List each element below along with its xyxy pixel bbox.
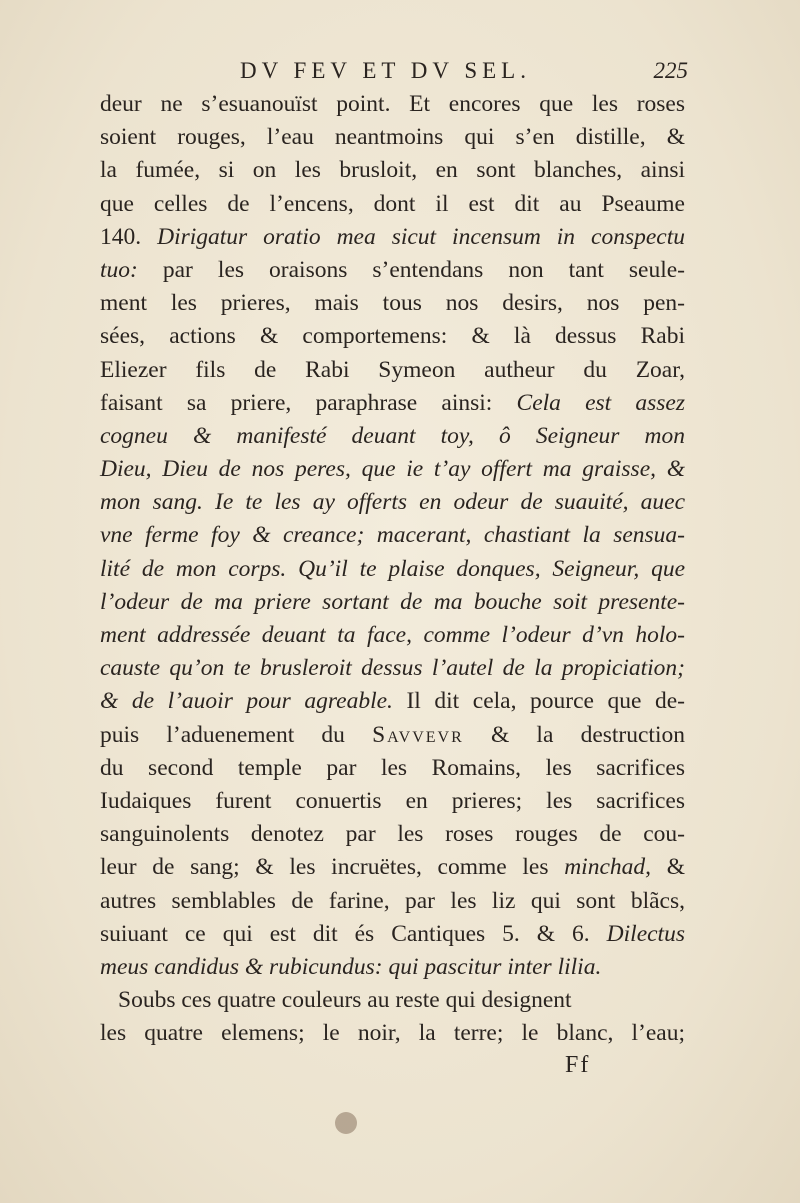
text-segment: 140. <box>100 223 158 250</box>
text-line <box>100 221 685 254</box>
text-line <box>100 354 685 387</box>
text-segment: du second temple par les Romains, les sacrifices <box>100 754 685 781</box>
text-line <box>100 88 685 121</box>
text-segment: l’odeur de ma priere sortant de ma bouche soit presente- <box>100 588 685 615</box>
running-title: DV FEV ET DV SEL. <box>240 58 531 83</box>
text-segment: autres semblables de farine, par les liz qui sont blãcs, <box>100 887 685 914</box>
body-text <box>100 88 685 1050</box>
text-segment: Dilectus <box>606 920 685 947</box>
text-segment: par les oraisons s’entendans non tant seule- <box>137 256 685 283</box>
page-number: 225 <box>653 58 688 83</box>
text-segment: Eliezer fils de Rabi Symeon autheur du Zoar, <box>100 356 685 383</box>
text-segment: ment les prieres, mais tous nos desirs, nos pen- <box>100 290 685 317</box>
text-line <box>100 254 685 287</box>
text-segment: & <box>651 854 685 881</box>
text-segment: puis l’aduenement du <box>100 721 373 748</box>
text-segment: que celles de l’encens, dont il est dit au Pseaume <box>100 190 685 217</box>
text-line <box>100 851 685 884</box>
text-segment: mon sang. Ie te les ay offerts en odeur de suauité, auec <box>100 489 685 516</box>
text-segment: Soubs ces quatre couleurs au reste qui designent <box>118 987 572 1014</box>
text-segment: Dieu, Dieu de nos peres, que ie t’ay offert ma graisse, & <box>100 456 685 483</box>
text-segment: ment addressée deuant ta face, comme l’odeur d’vn holo- <box>100 622 685 648</box>
text-line <box>100 652 685 685</box>
text-segment: lité de mon corps. Qu’il te plaise donques, Seigneur, que <box>100 555 685 582</box>
text-line <box>100 486 685 519</box>
text-line <box>100 918 685 951</box>
text-segment: cogneu & manifesté deuant toy, ô Seigneur mon <box>100 422 685 449</box>
text-segment: les quatre elemens; le noir, la terre; le blanc, l’eau; <box>100 1020 685 1047</box>
text-line <box>100 885 685 918</box>
text-line <box>100 420 685 453</box>
text-line <box>100 752 685 785</box>
text-segment: minchad, <box>564 854 652 881</box>
ink-stain <box>335 1112 357 1134</box>
text-segment: causte qu’on te brusleroit dessus l’autel de la propiciation; <box>100 655 685 682</box>
text-line <box>100 984 685 1017</box>
text-segment: & la destruction <box>463 721 685 748</box>
text-segment: suiuant ce qui est dit és Cantiques 5. & 6. <box>100 920 607 947</box>
text-line <box>100 121 685 154</box>
text-segment: faisant sa priere, paraphrase ainsi: <box>100 389 517 416</box>
text-segment: meus candidus & rubicundus: qui pascitur inter lilia. <box>100 953 602 980</box>
text-segment: vne ferme foy & creance; macerant, chastiant la sensua- <box>100 522 685 549</box>
text-line <box>100 387 685 420</box>
text-segment: la fumée, si on les brusloit, en sont blanches, ainsi <box>100 157 685 184</box>
text-line <box>100 320 685 353</box>
text-line <box>100 719 685 752</box>
text-segment: sées, actions & comportemens: & là dessus Rabi <box>100 323 685 350</box>
signature-mark: Ff <box>565 1052 591 1078</box>
text-line <box>100 586 685 619</box>
text-segment: Il dit cela, pource que de- <box>392 688 686 715</box>
text-segment: deur ne s’esuanouïst point. Et encores que les roses <box>100 91 685 117</box>
text-line <box>100 619 685 652</box>
text-segment: Savvevr <box>372 721 464 748</box>
text-line <box>100 951 685 984</box>
text-line <box>100 519 685 552</box>
text-line <box>100 818 685 851</box>
text-line <box>100 188 685 221</box>
text-line <box>100 287 685 320</box>
text-segment: leur de sang; & les incruëtes, comme les <box>100 854 565 881</box>
text-line <box>100 785 685 818</box>
text-segment: Cela est assez <box>516 389 685 416</box>
text-line <box>100 1017 685 1050</box>
text-line <box>100 685 685 718</box>
text-line <box>100 453 685 486</box>
text-segment: soient rouges, l’eau neantmoins qui s’en distille, & <box>100 124 685 151</box>
text-segment: sanguinolents denotez par les roses rouges de cou- <box>100 821 685 848</box>
page-header <box>240 58 700 92</box>
text-segment: tuo: <box>100 256 138 283</box>
text-line <box>100 154 685 187</box>
text-segment: Dirigatur oratio mea sicut incensum in conspectu <box>157 223 685 250</box>
text-segment: & de l’auoir pour agreable. <box>100 688 393 715</box>
text-line <box>100 553 685 586</box>
text-segment: Iudaiques furent conuertis en prieres; les sacrifices <box>100 787 685 814</box>
